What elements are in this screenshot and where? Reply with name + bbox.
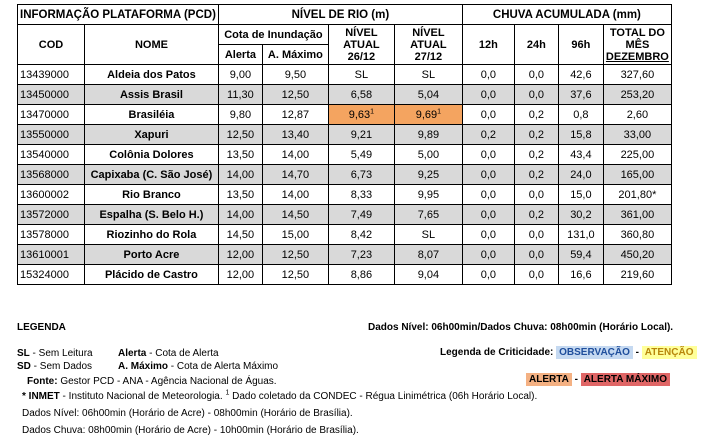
cell-n2: 5,04 — [394, 85, 462, 105]
cell-h96: 16,6 — [558, 265, 603, 285]
cell-h24: 0,2 — [514, 165, 558, 185]
cell-nome: Colônia Dolores — [84, 145, 218, 165]
header-96h: 96h — [558, 25, 603, 65]
cell-total: 360,80 — [603, 225, 671, 245]
cell-h12: 0,0 — [462, 205, 514, 225]
cell-n2: 9,04 — [394, 265, 462, 285]
table-row — [18, 165, 672, 185]
cell-h24: 0,0 — [514, 245, 558, 265]
cell-h12: 0,0 — [462, 245, 514, 265]
legend-dados-nivel: Dados Nível: 06h00min (Horário de Acre) - 08h00min (Horário de Brasília). — [22, 408, 353, 419]
table-row — [18, 225, 672, 245]
cell-alerta: 13,50 — [218, 145, 262, 165]
cell-total: 327,60 — [603, 65, 671, 85]
table-row — [18, 245, 672, 265]
cell-total: 361,00 — [603, 205, 671, 225]
cell-n2: 9,69$^1$ — [394, 105, 462, 125]
cell-total: 450,20 — [603, 245, 671, 265]
cell-h24: 0,2 — [514, 205, 558, 225]
legend-sd: SD - Sem Dados — [17, 361, 93, 372]
legend-data-times: Dados Nível: 06h00min/Dados Chuva: 08h00min (Horário Local). — [368, 322, 674, 333]
cell-h24: 0,0 — [514, 225, 558, 245]
cell-cod: 13568000 — [18, 165, 85, 185]
table-row — [18, 125, 672, 145]
cell-h96: 42,6 — [558, 65, 603, 85]
cell-alerta: 9,80 — [218, 105, 262, 125]
cell-alerta: 14,00 — [218, 165, 262, 185]
cell-nome: Xapuri — [84, 125, 218, 145]
cell-cod: 13470000 — [18, 105, 85, 125]
header-plataforma: INFORMAÇÃO PLATAFORMA (PCD) — [18, 5, 219, 25]
legend-alerta-badges: ALERTA - ALERTA MÁXIMO — [526, 373, 670, 386]
cell-amax: 13,40 — [262, 125, 328, 145]
cell-h12: 0,0 — [462, 85, 514, 105]
cell-h96: 59,4 — [558, 245, 603, 265]
table-row — [18, 185, 672, 205]
cell-nome: Rio Branco — [84, 185, 218, 205]
cell-h96: 0,8 — [558, 105, 603, 125]
cell-nome: Riozinho do Rola — [84, 225, 218, 245]
legend-title: LEGENDA — [17, 322, 66, 333]
header-amax: A. Máximo — [262, 45, 328, 65]
cell-alerta: 9,00 — [218, 65, 262, 85]
cell-nome: Aldeia dos Patos — [84, 65, 218, 85]
cell-cod: 13578000 — [18, 225, 85, 245]
cell-alerta: 12,50 — [218, 125, 262, 145]
cell-alerta: 12,00 — [218, 245, 262, 265]
badge-alerta-maximo: ALERTA MÁXIMO — [581, 373, 670, 386]
cell-n2: 7,65 — [394, 205, 462, 225]
cell-total: 165,00 — [603, 165, 671, 185]
cell-n2: 9,25 — [394, 165, 462, 185]
cell-h12: 0,0 — [462, 105, 514, 125]
header-nivel: NÍVEL DE RIO (m) — [218, 5, 462, 25]
table-row — [18, 85, 672, 105]
cell-alerta: 12,00 — [218, 265, 262, 285]
cell-cod: 13439000 — [18, 65, 85, 85]
cell-h96: 37,6 — [558, 85, 603, 105]
header-alerta: Alerta — [218, 45, 262, 65]
cell-n1: 6,73 — [328, 165, 394, 185]
cell-h24: 0,2 — [514, 125, 558, 145]
cell-h96: 24,0 — [558, 165, 603, 185]
cell-n2: 9,95 — [394, 185, 462, 205]
legend-amax: A. Máximo - Cota de Alerta Máximo — [118, 361, 279, 372]
badge-observacao: OBSERVAÇÃO — [556, 346, 633, 359]
cell-h96: 30,2 — [558, 205, 603, 225]
cell-n2: 8,07 — [394, 245, 462, 265]
legend-sl: SL - Sem Leitura — [17, 348, 93, 359]
cell-nome: Capixaba (C. São José) — [84, 165, 218, 185]
cell-h96: 15,0 — [558, 185, 603, 205]
cell-nome: Porto Acre — [84, 245, 218, 265]
cell-cod: 15324000 — [18, 265, 85, 285]
cell-h24: 0,2 — [514, 145, 558, 165]
cell-h12: 0,0 — [462, 265, 514, 285]
cell-n2: SL — [394, 225, 462, 245]
table-row — [18, 265, 672, 285]
cell-n1: 8,86 — [328, 265, 394, 285]
cell-h24: 0,2 — [514, 105, 558, 125]
cell-amax: 14,50 — [262, 205, 328, 225]
cell-h12: 0,0 — [462, 145, 514, 165]
cell-n2: 9,89 — [394, 125, 462, 145]
badge-alerta: ALERTA — [526, 373, 572, 386]
cell-amax: 12,50 — [262, 265, 328, 285]
table-row — [18, 205, 672, 225]
cell-n2: 5,00 — [394, 145, 462, 165]
cell-n1: 7,23 — [328, 245, 394, 265]
cell-h24: 0,0 — [514, 185, 558, 205]
cell-n1: 5,49 — [328, 145, 394, 165]
cell-amax: 15,00 — [262, 225, 328, 245]
cell-h12: 0,0 — [462, 225, 514, 245]
cell-n1: 9,63$^1$ — [328, 105, 394, 125]
cell-h12: 0,0 — [462, 185, 514, 205]
cell-alerta: 14,00 — [218, 205, 262, 225]
legend-dados-chuva: Dados Chuva: 08h00min (Horário de Acre) - 10h00min (Horário de Brasília). — [22, 425, 359, 436]
cell-cod: 13540000 — [18, 145, 85, 165]
cell-total: 253,20 — [603, 85, 671, 105]
table-row — [18, 105, 672, 125]
cell-amax: 12,50 — [262, 85, 328, 105]
cell-h24: 0,0 — [514, 265, 558, 285]
cell-amax: 14,70 — [262, 165, 328, 185]
header-12h: 12h — [462, 25, 514, 65]
badge-atencao: ATENÇÃO — [642, 346, 697, 359]
cell-total: 2,60 — [603, 105, 671, 125]
cell-cod: 13550000 — [18, 125, 85, 145]
header-cota: Cota de Inundação — [218, 25, 328, 45]
cell-alerta: 14,50 — [218, 225, 262, 245]
cell-nome: Plácido de Castro — [84, 265, 218, 285]
cell-cod: 13600002 — [18, 185, 85, 205]
cell-h12: 0,2 — [462, 125, 514, 145]
cell-total: 225,00 — [603, 145, 671, 165]
cell-n1: 7,49 — [328, 205, 394, 225]
header-nome: NOME — [84, 25, 218, 65]
header-nivel-2612: NÍVEL ATUAL 26/12 — [328, 25, 394, 65]
cell-nome: Espalha (S. Belo H.) — [84, 205, 218, 225]
table-row — [18, 145, 672, 165]
cell-n2: SL — [394, 65, 462, 85]
cell-h12: 0,0 — [462, 65, 514, 85]
header-nivel-2712: NÍVEL ATUAL 27/12 — [394, 25, 462, 65]
cell-n1: 8,42 — [328, 225, 394, 245]
cell-amax: 14,00 — [262, 185, 328, 205]
cell-h96: 15,8 — [558, 125, 603, 145]
cell-alerta: 13,50 — [218, 185, 262, 205]
header-total: TOTAL DO MÊS DEZEMBRO — [603, 25, 671, 65]
header-24h: 24h — [514, 25, 558, 65]
cell-cod: 13572000 — [18, 205, 85, 225]
cell-amax: 12,87 — [262, 105, 328, 125]
cell-total: 219,60 — [603, 265, 671, 285]
cell-cod: 13450000 — [18, 85, 85, 105]
table-row — [18, 65, 672, 85]
cell-amax: 14,00 — [262, 145, 328, 165]
legend-fonte: Fonte: Gestor PCD - ANA - Agência Nacional de Águas. — [27, 376, 277, 387]
cell-h24: 0,0 — [514, 65, 558, 85]
cell-h96: 131,0 — [558, 225, 603, 245]
cell-n1: 9,21 — [328, 125, 394, 145]
cell-nome: Assis Brasil — [84, 85, 218, 105]
cell-amax: 9,50 — [262, 65, 328, 85]
cell-total: 33,00 — [603, 125, 671, 145]
cell-amax: 12,50 — [262, 245, 328, 265]
cell-h12: 0,0 — [462, 165, 514, 185]
cell-n1: SL — [328, 65, 394, 85]
legend-alerta: Alerta - Cota de Alerta — [118, 348, 219, 359]
cell-h96: 43,4 — [558, 145, 603, 165]
legend-criticidade: Legenda de Criticidade: OBSERVAÇÃO - ATENÇÃO — [440, 346, 697, 359]
cell-nome: Brasiléia — [84, 105, 218, 125]
cell-n1: 6,58 — [328, 85, 394, 105]
cell-cod: 13610001 — [18, 245, 85, 265]
legend-inmet: * INMET - Instituto Nacional de Meteorologia. $^1$ Dado coletado da CONDEC - Régua Linimétrica (06h Horário Local). — [22, 389, 538, 402]
header-cod: COD — [18, 25, 85, 65]
cell-n1: 8,33 — [328, 185, 394, 205]
cell-h24: 0,0 — [514, 85, 558, 105]
cell-total: 201,80* — [603, 185, 671, 205]
cell-alerta: 11,30 — [218, 85, 262, 105]
river-level-table — [17, 4, 672, 285]
header-chuva: CHUVA ACUMULADA (mm) — [462, 5, 671, 25]
